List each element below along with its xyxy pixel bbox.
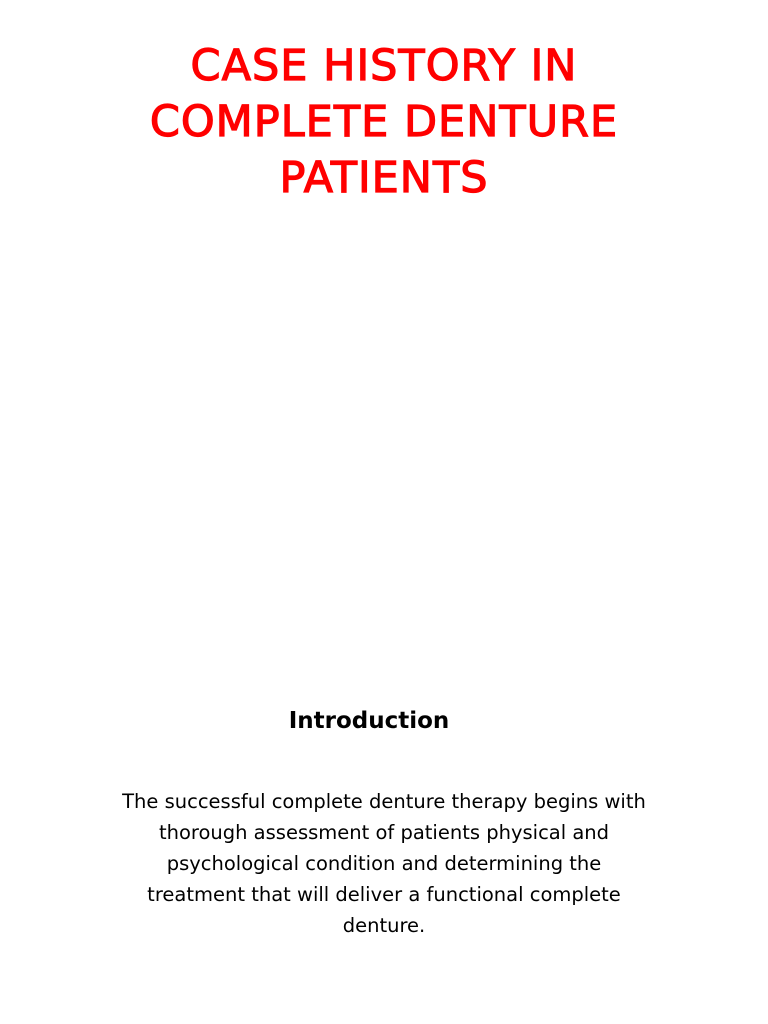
introduction-line-1: The successful complete denture therapy begins with xyxy=(122,790,646,813)
introduction-heading: Introduction xyxy=(288,708,450,734)
slide-title-line-2: COMPLETE DENTURE xyxy=(149,97,619,147)
introduction-line-3: psychological condition and determining the xyxy=(166,852,602,875)
introduction-line-4: treatment that will deliver a functional complete xyxy=(147,883,621,906)
slide-title-line-3: PATIENTS xyxy=(279,153,489,203)
introduction-line-5: denture. xyxy=(342,914,426,937)
introduction-paragraph xyxy=(40,786,728,941)
slide-title xyxy=(40,38,728,206)
introduction-line-2: thorough assessment of patients physical and xyxy=(158,821,610,844)
slide-title-line-1: CASE HISTORY IN xyxy=(190,41,578,91)
